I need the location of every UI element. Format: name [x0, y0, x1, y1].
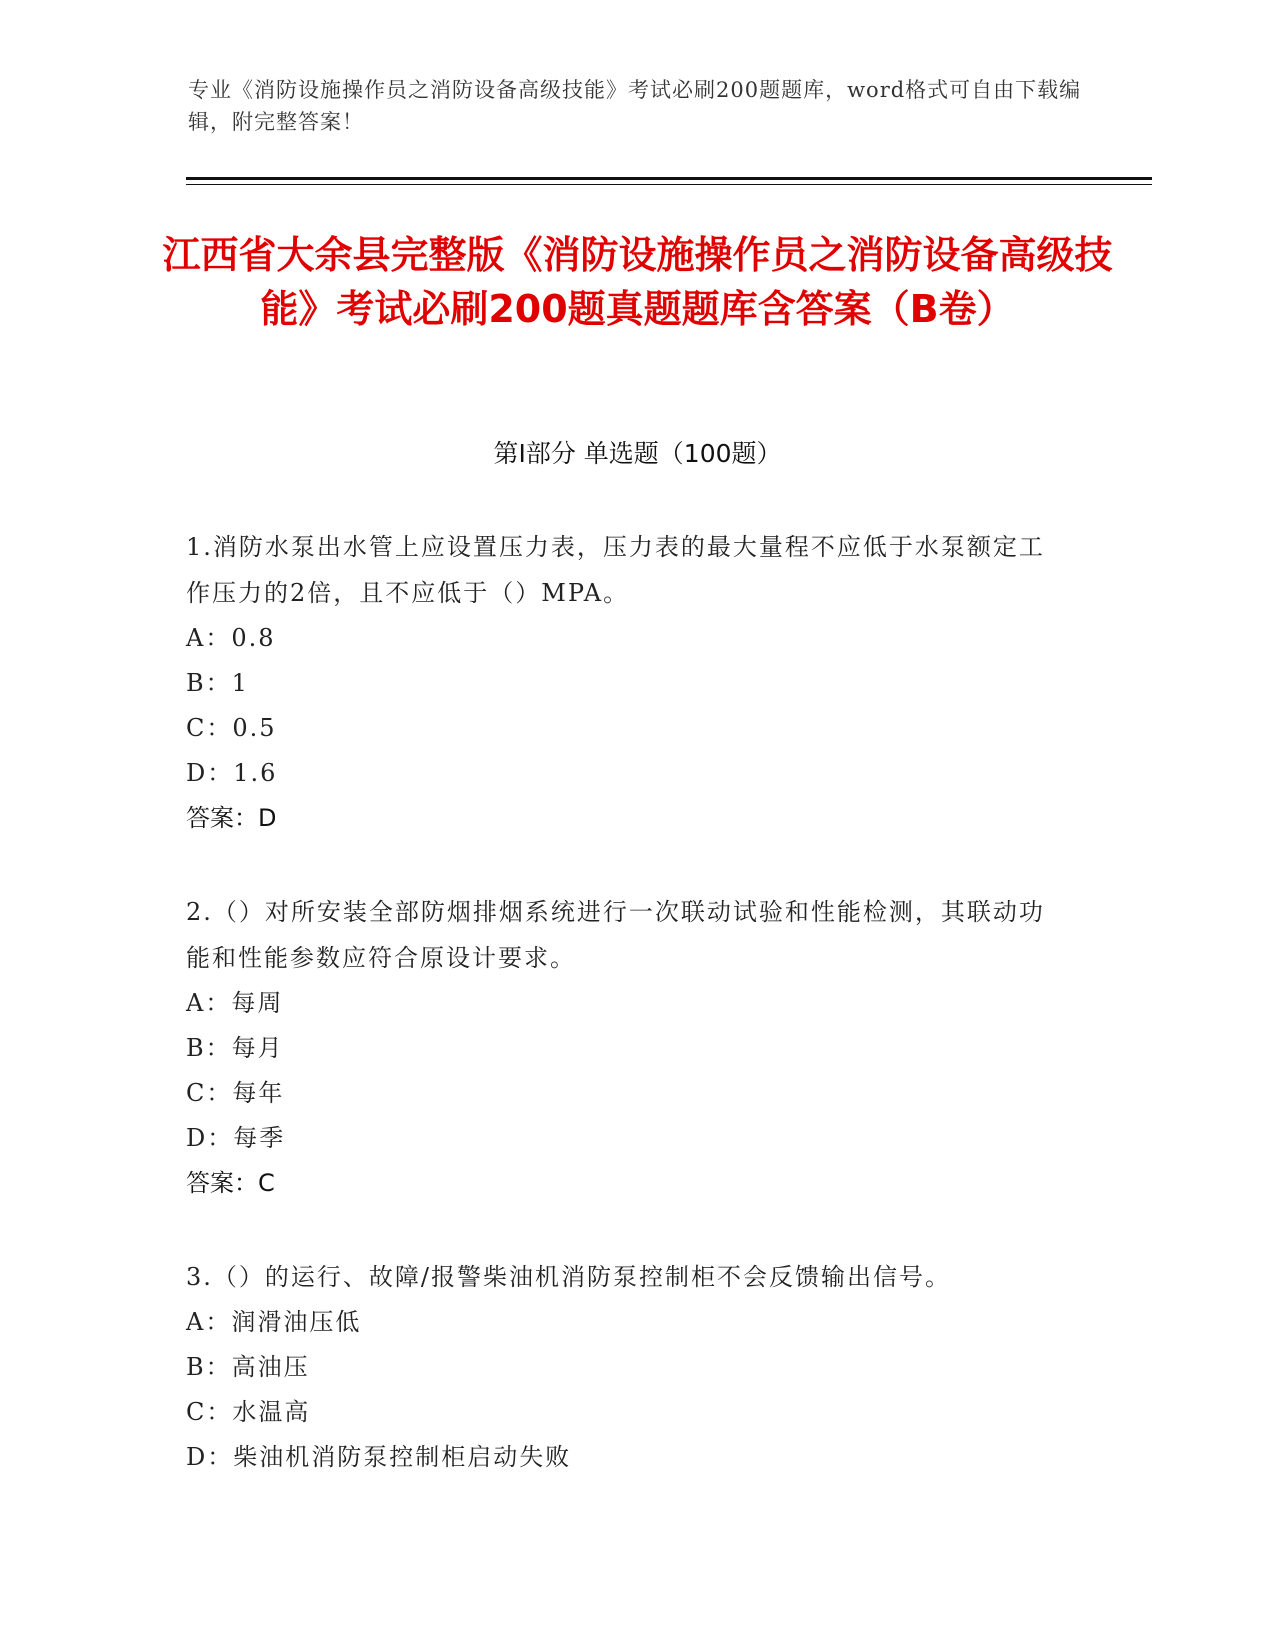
option-b: B：1 [186, 669, 249, 697]
option-a: A：0.8 [186, 624, 276, 652]
question-1 [186, 524, 1066, 841]
question-2 [186, 889, 1066, 1206]
option-d: D：每季 [186, 1124, 286, 1152]
question-3 [186, 1254, 1066, 1480]
option-c: C：0.5 [186, 714, 277, 742]
question-list [186, 524, 1066, 1528]
question-stem: 3.（）的运行、故障/报警柴油机消防泵控制柜不会反馈输出信号。 [186, 1263, 951, 1291]
header-divider-thin [186, 184, 1152, 185]
header-divider-thick [186, 177, 1152, 180]
option-c: C：水温高 [186, 1398, 311, 1426]
question-stem: 1.消防水泵出水管上应设置压力表，压力表的最大量程不应低于水泵额定工作压力的2倍，且不应低于（）MPA。 [186, 533, 1045, 607]
option-b: B：每月 [186, 1034, 284, 1062]
answer: 答案：D [186, 804, 277, 832]
option-c: C：每年 [186, 1079, 285, 1107]
option-a: A：润滑油压低 [186, 1308, 362, 1336]
answer: 答案：C [186, 1169, 275, 1197]
option-d: D：柴油机消防泵控制柜启动失败 [186, 1443, 572, 1471]
option-b: B：高油压 [186, 1353, 310, 1381]
section-heading: 第Ⅰ部分 单选题（100题） [493, 439, 782, 468]
option-a: A：每周 [186, 989, 284, 1017]
option-d: D：1.6 [186, 759, 278, 787]
question-stem: 2.（）对所安装全部防烟排烟系统进行一次联动试验和性能检测，其联动功能和性能参数应符合原设计要求。 [186, 898, 1045, 972]
document-title: 江西省大余县完整版《消防设施操作员之消防设备高级技能》考试必刷200题真题题库含答案（B卷） [162, 233, 1113, 331]
header-note: 专业《消防设施操作员之消防设备高级技能》考试必刷200题题库，word格式可自由下载编辑，附完整答案！ [188, 78, 1082, 134]
